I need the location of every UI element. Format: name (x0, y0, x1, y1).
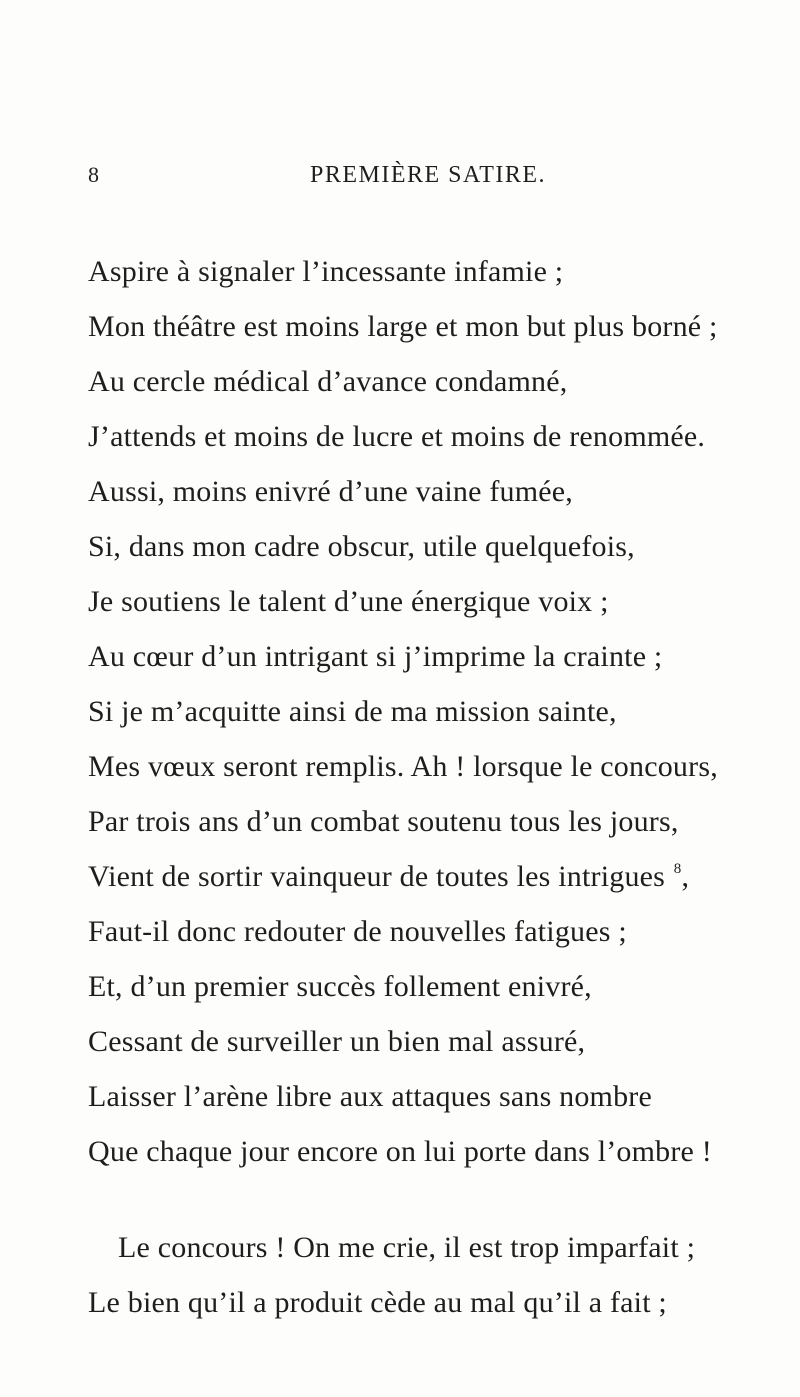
verse-text: Vient de sortir vainqueur de toutes les intrigues (88, 860, 666, 893)
verse-line: Le bien qu’il a produit cède au mal qu’il a fait ; (88, 1286, 667, 1319)
verse-line: Cessant de surveiller un bien mal assuré, (88, 1025, 586, 1058)
page-number: 8 (88, 162, 100, 187)
verse-line: Que chaque jour encore on lui porte dans l’ombre ! (88, 1135, 712, 1168)
verse-punctuation: , (681, 860, 690, 893)
footnote-reference[interactable]: 8 (673, 861, 682, 877)
verse-line: Le concours ! On me crie, il est trop imparfait ; (118, 1231, 696, 1264)
verse-line: Et, d’un premier succès follement enivré, (88, 970, 592, 1003)
verse-line: Aspire à signaler l’incessante infamie ; (88, 255, 564, 288)
verse-line: Au cœur d’un intrigant si j’imprime la crainte ; (88, 640, 663, 673)
verse-line: Au cercle médical d’avance condamné, (88, 365, 568, 398)
verse-line: Si, dans mon cadre obscur, utile quelquefois, (88, 530, 635, 563)
verse-line: Laisser l’arène libre aux attaques sans nombre (88, 1080, 652, 1113)
running-title: PREMIÈRE SATIRE. (310, 162, 547, 188)
running-head (88, 162, 748, 202)
verse-line: Si je m’acquitte ainsi de ma mission sainte, (88, 695, 617, 728)
verse-line: Mes vœux seront remplis. Ah ! lorsque le concours, (88, 750, 718, 783)
verse-line (88, 859, 689, 900)
verse-line: Je soutiens le talent d’une énergique voix ; (88, 585, 609, 618)
verse-line: Aussi, moins enivré d’une vaine fumée, (88, 475, 573, 508)
verse-line: J’attends et moins de lucre et moins de renommée. (88, 420, 706, 453)
verse-line: Mon théâtre est moins large et mon but plus borné ; (88, 310, 718, 343)
verse-line: Par trois ans d’un combat soutenu tous les jours, (88, 805, 679, 838)
verse-line: Faut-il donc redouter de nouvelles fatigues ; (88, 915, 627, 948)
